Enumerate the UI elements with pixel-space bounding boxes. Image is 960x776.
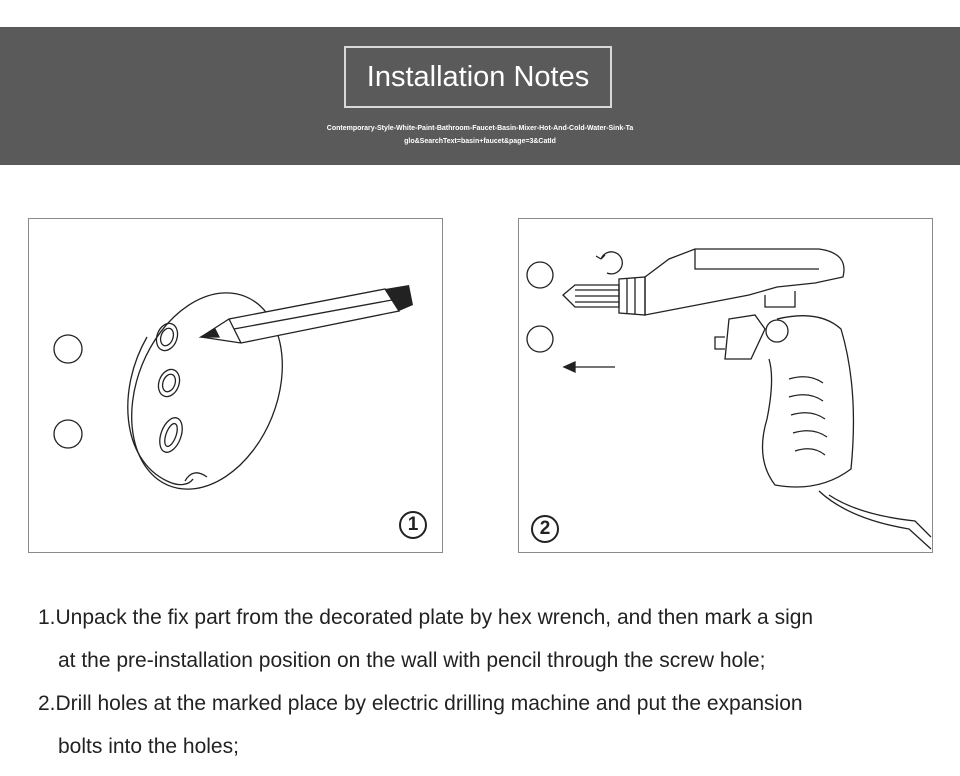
subtitle-line-2: glo&SearchText=basin+faucet&page=3&CatId xyxy=(404,138,556,145)
figure-step-2 xyxy=(518,218,933,553)
instruction-1-line-1: 1.Unpack the fix part from the decorated plate by hex wrench, and then mark a sign xyxy=(38,606,814,629)
instruction-2-line-1: 2.Drill holes at the marked place by electric drilling machine and put the expansion xyxy=(38,692,803,715)
electric-drill-illustration xyxy=(519,219,934,554)
step-number-badge: 1 xyxy=(399,511,427,539)
figure-step-1 xyxy=(28,218,443,553)
instruction-2-line-2: bolts into the holes; xyxy=(58,735,239,758)
instruction-list xyxy=(38,596,938,768)
header-banner xyxy=(0,27,960,165)
step-number-badge: 2 xyxy=(531,515,559,543)
pencil-marking-plate-illustration xyxy=(29,219,444,554)
subtitle-line-1: Contemporary-Style-White-Paint-Bathroom-Faucet-Basin-Mixer-Hot-And-Cold-Water-Sink-Ta xyxy=(326,125,634,132)
instruction-1-line-2: at the pre-installation position on the wall with pencil through the screw hole; xyxy=(58,649,766,672)
page-title: Installation Notes xyxy=(344,46,612,108)
